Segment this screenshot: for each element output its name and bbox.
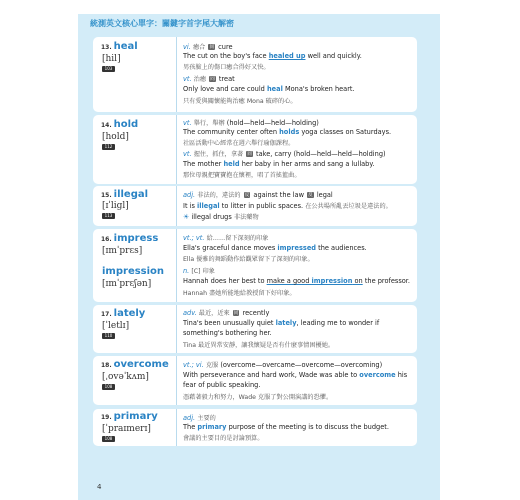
translation: 那位母親把寶寶抱在懷裡，唱了首搖籃曲。 [183, 172, 301, 179]
sun-icon: ☀ [183, 213, 190, 221]
definition-line: vt. 握住，抓住，拿著 同 take, carry (hold—held—held—holding) [183, 150, 386, 158]
example-sentence: Ella's graceful dance moves impressed the audiences. [183, 244, 367, 252]
translation: 憑藉著毅力和努力，Wade 克服了對公開演講的恐懼。 [183, 394, 333, 401]
definition-line: vt. 治癒 同 treat [183, 75, 235, 83]
definition-line: vt. 舉行，舉辦 (hold—held—held—holding) [183, 119, 319, 127]
translation: 男孩臉上的傷口癒合得好又快。 [183, 64, 270, 71]
example-sentence: The primary purpose of the meeting is to discuss the budget. [183, 423, 389, 431]
entry-left-column [93, 115, 177, 184]
headword: 14. hold [101, 119, 139, 130]
entry-left-column [93, 186, 177, 226]
phonetic: [ˈpraɪmerɪ] [102, 424, 151, 434]
translation: Ella 優雅的舞蹈動作給觀眾留下了深刻的印象。 [183, 256, 314, 263]
phonetic: [ɪmˈprɛs] [102, 246, 143, 256]
entry-card-illegal [93, 186, 417, 226]
entry-left-column [93, 356, 177, 405]
entry-card-primary [93, 409, 417, 446]
example-sentence: It is illegal to litter in public spaces. 在公共場所亂丟垃圾是違法的。 [183, 202, 392, 210]
example-sentence: Only love and care could heal Mona's broken heart. [183, 85, 355, 93]
definition-line: adv. 最近，近來 同 recently [183, 309, 270, 317]
definition-line: adj. 非法的，違法的 反 against the law 反 legal [183, 191, 333, 199]
phonetic: [ˌovəˈkʌm] [102, 372, 149, 382]
exam-year-badge: 110 [102, 333, 115, 339]
example-sentence: The community center often holds yoga classes on Saturdays. [183, 128, 392, 136]
phonetic: [hil] [102, 54, 121, 64]
exam-year-badge: 113 [102, 213, 115, 219]
example-sentence: Hannah does her best to make a good impression on the professor. [183, 277, 411, 285]
exam-year-badge: 112 [102, 144, 115, 150]
definition-line: vt.; vt. 給……留下深刻的印象 [183, 234, 269, 242]
exam-year-badge: 103 [102, 66, 115, 72]
translation: Hannah 盡她所能地給教授留下好印象。 [183, 290, 296, 297]
phonetic: [ɪˈligl] [102, 201, 129, 211]
phonetic: [hold] [102, 132, 129, 142]
headword: 18. overcome [101, 359, 169, 370]
entry-card-hold [93, 115, 417, 184]
entry-left-column [93, 229, 177, 302]
example-sentence: The cut on the boy's face healed up well and quickly. [183, 52, 362, 60]
example-sentence: With perseverance and hard work, Wade was able to overcome his [183, 371, 408, 379]
translation: 會議的主要目的是討論預算。 [183, 435, 264, 442]
translation: Tina 最近異常安靜，讓我懷疑是否有什麼事情困擾她。 [183, 342, 335, 349]
entry-card-heal [93, 37, 417, 112]
headword: 13. heal [101, 41, 138, 52]
exam-year-badge: 108 [102, 384, 115, 390]
phonetic: [ˈletlɪ] [102, 321, 130, 331]
example-sentence-cont: something's bothering her. [183, 329, 272, 337]
example-sentence: The mother held her baby in her arms and sang a lullaby. [183, 160, 375, 168]
phrase-line: ☀ illegal drugs 非法藥物 [183, 213, 259, 221]
entry-left-column [93, 37, 177, 112]
page-header: 統測英文核心單字：關鍵字首字尾大解密 [90, 19, 234, 28]
exam-year-badge: 108 [102, 436, 115, 442]
definition-line: vi. 癒合 同 cure [183, 43, 233, 51]
definition-line: adj. 主要的 [183, 414, 216, 422]
headword: 16. impress [101, 233, 159, 244]
translation: 社區活動中心經常在週六舉行瑜伽課程。 [183, 140, 295, 147]
headword: 15. illegal [101, 189, 149, 200]
entry-left-column [93, 409, 177, 446]
headword: 17. lately [101, 308, 146, 319]
entry-card-lately [93, 305, 417, 353]
phonetic: [ɪmˈprɛʃən] [102, 279, 152, 289]
example-sentence: Tina's been unusually quiet lately, leading me to wonder if [183, 319, 380, 327]
example-sentence-cont: fear of public speaking. [183, 381, 261, 389]
entry-card-overcome [93, 356, 417, 405]
definition-line: n. [C] 印象 [183, 267, 215, 275]
translation: 只有愛與關懷能夠治癒 Mona 破碎的心。 [183, 98, 297, 105]
entry-card-impress [93, 229, 417, 302]
page-number: 4 [97, 483, 102, 491]
headword: 19. primary [101, 411, 158, 422]
definition-line: vt.; vi. 克服 (overcome—overcame—overcome—overcoming) [183, 361, 383, 369]
headword-derivative: impression [102, 266, 165, 277]
entry-left-column [93, 305, 177, 353]
